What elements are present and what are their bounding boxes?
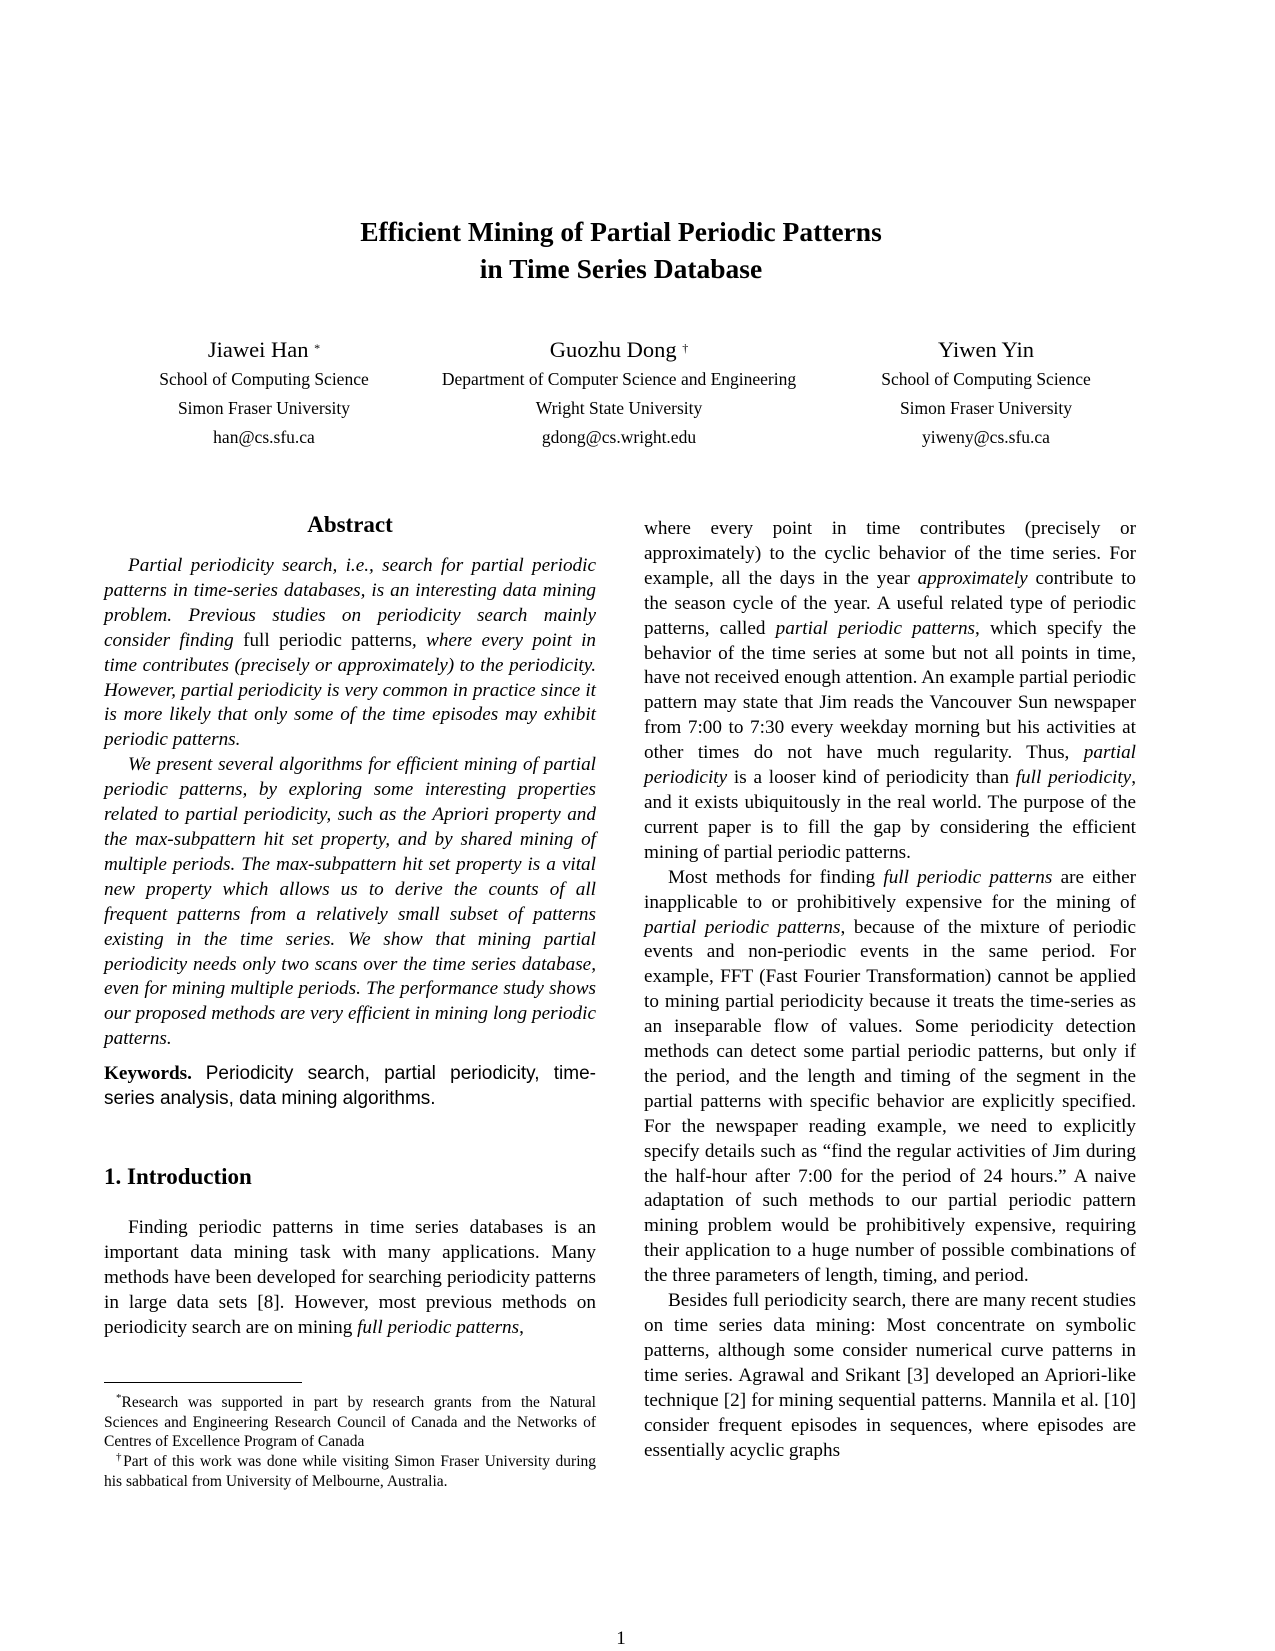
right-paragraph-1 bbox=[644, 517, 1136, 866]
title-line-1: Efficient Mining of Partial Periodic Patterns bbox=[360, 216, 882, 247]
keywords-label: Keywords. bbox=[104, 1063, 192, 1085]
intro-emphasis: full periodic patterns bbox=[357, 1316, 520, 1338]
intro-text: , bbox=[519, 1316, 524, 1338]
body-text: , because of the mixture of periodic events and non-periodic events in the same period. For example, FFT (Fast Fourier Transformation) cannot be applied to mining partial periodicity because it treats the time-series as an inseparable flow of values. Some periodicity detection methods can detect some partial periodic patterns, but only if the period, and the length and timing of the segment in the partial patterns with specific behavior are explicitly specified. For the newspaper reading example, we need to explicitly specify details such as “find the regular activities of Jim during the half-hour after 7:00 for the period of 24 hours.” A naive adaptation of such methods to our partial periodic pattern mining problem would be prohibitively expensive, requiring their application to a huge number of possible combinations of the three parameters of length, timing, and period. bbox=[644, 916, 1136, 1287]
footnote-rule bbox=[104, 1382, 302, 1383]
author-dept: School of Computing Science bbox=[881, 369, 1091, 389]
author-dept: School of Computing Science bbox=[159, 369, 369, 389]
paper-title bbox=[0, 213, 1242, 287]
body-emphasis: full periodicity bbox=[1015, 767, 1132, 789]
intro-text: Finding periodic patterns in time series databases is an important data mining task with many applications. Many methods have been developed for searching periodicity patterns in large data sets [8]. However, most previous methods on periodicity search are on mining bbox=[104, 1216, 596, 1338]
author-univ: Wright State University bbox=[535, 398, 703, 418]
right-paragraph-2 bbox=[644, 866, 1136, 1289]
title-line-2: in Time Series Database bbox=[479, 253, 763, 284]
author-email: gdong@cs.wright.edu bbox=[541, 427, 697, 447]
author-name: Yiwen Yin bbox=[937, 337, 1035, 362]
author-univ: Simon Fraser University bbox=[177, 398, 351, 418]
abstract-heading: Abstract bbox=[307, 512, 393, 537]
footnote-mark: † bbox=[682, 341, 689, 355]
body-text: where every point in time contributes (precisely or approximately) to the cyclic behavior of the time series. For example, all the days in the year bbox=[644, 518, 1136, 589]
body-text: are either inapplicable to or prohibitively expensive for the mining of bbox=[644, 866, 1136, 913]
intro-paragraph-1 bbox=[104, 1216, 596, 1341]
author-name: Guozhu Dong bbox=[549, 337, 677, 362]
right-paragraph-3: Besides full periodicity search, there are many recent studies on time series data mining: Most concentrate on symbolic patterns, although some consider numerical curve patterns in time series. Agrawal and Srikant [3] developed an Apriori-like technique [2] for mining sequential patterns. Mannila et al. [10] consider frequent episodes in sequences, where episodes are essentially acyclic graphs bbox=[644, 1290, 1136, 1461]
body-text: Most methods for finding bbox=[668, 866, 884, 888]
author-block-3 bbox=[826, 335, 1146, 452]
author-univ: Simon Fraser University bbox=[899, 398, 1073, 418]
right-column bbox=[644, 517, 1136, 1463]
abstract-emphasis: full periodic patterns bbox=[243, 629, 412, 651]
footnote-2 bbox=[104, 1448, 596, 1491]
footnote-mark: † bbox=[116, 1451, 124, 1463]
footnote-mark: * bbox=[116, 1392, 122, 1404]
left-column bbox=[104, 510, 596, 1340]
footnote-text: Part of this work was done while visiting Simon Fraser University during his sabbatical from University of Melbourne, Australia. bbox=[104, 1453, 596, 1490]
footnote-text: Research was supported in part by research grants from the Natural Sciences and Engineering Research Council of Canada and the Networks of Centres of Excellence Program of Canada bbox=[104, 1394, 596, 1451]
author-dept: Department of Computer Science and Engineering bbox=[441, 369, 797, 389]
abstract-paragraph-2: We present several algorithms for efficient mining of partial periodic patterns, by exploring some interesting properties related to partial periodicity, such as the Apriori property and the max-subpattern hit set property, and by shared mining of multiple periods. The max-subpattern hit set property is a vital new property which allows us to derive the counts of all frequent patterns from a relatively small subset of patterns existing in the time series. We show that mining partial periodicity needs only two scans over the time series database, even for mining multiple periods. The performance study shows our proposed methods are very efficient in mining long periodic patterns. bbox=[104, 754, 596, 1050]
keywords-text: Periodicity search, partial periodicity, time-series analysis, data mining algorithms. bbox=[104, 1063, 596, 1110]
body-emphasis: approximately bbox=[917, 567, 1028, 589]
author-name: Jiawei Han bbox=[207, 337, 309, 362]
keywords bbox=[104, 1062, 596, 1112]
abstract-text: Partial periodicity search, i.e., search for partial periodic patterns in time-series databases, is an interesting data mining problem. Previous studies on periodicity search mainly consider finding bbox=[104, 555, 596, 651]
body-text: , and it exists ubiquitously in the real world. The purpose of the current paper is to fill the gap by considering the efficient mining of partial periodic patterns. bbox=[644, 767, 1136, 863]
abstract-paragraph-1 bbox=[104, 554, 596, 753]
body-emphasis: partial periodicity bbox=[644, 742, 1136, 789]
body-text: contribute to the season cycle of the year. A useful related type of periodic patterns, called bbox=[644, 567, 1136, 639]
body-text: , which specify the behavior of the time series at some but not all points in time, have not received enough attention. An example partial periodic pattern may state that Jim reads the Vancouver Sun newspaper from 7:00 to 7:30 every weekday morning but his activities at other times do not have much regularity. Thus, bbox=[644, 617, 1136, 764]
author-block-1 bbox=[104, 335, 424, 452]
body-text: is a looser kind of periodicity than bbox=[727, 767, 1016, 789]
body-emphasis: partial periodic patterns bbox=[775, 617, 976, 639]
page-number: 1 bbox=[616, 1628, 626, 1649]
abstract-text: , where every point in time contributes (precisely or approximately) to the periodicity. However, partial periodicity is very common in practice since it is more likely that only some of the time episodes may exhibit periodic patterns. bbox=[104, 629, 597, 751]
footnote-mark: * bbox=[314, 341, 321, 355]
author-block-2 bbox=[414, 335, 824, 452]
footnote-1 bbox=[104, 1389, 596, 1452]
body-emphasis: full periodic patterns bbox=[883, 866, 1053, 888]
author-email: han@cs.sfu.ca bbox=[213, 427, 315, 447]
author-email: yiweny@cs.sfu.ca bbox=[922, 427, 1050, 447]
section-heading-introduction: 1. Introduction bbox=[104, 1163, 252, 1189]
body-emphasis: partial periodic patterns bbox=[644, 916, 841, 938]
